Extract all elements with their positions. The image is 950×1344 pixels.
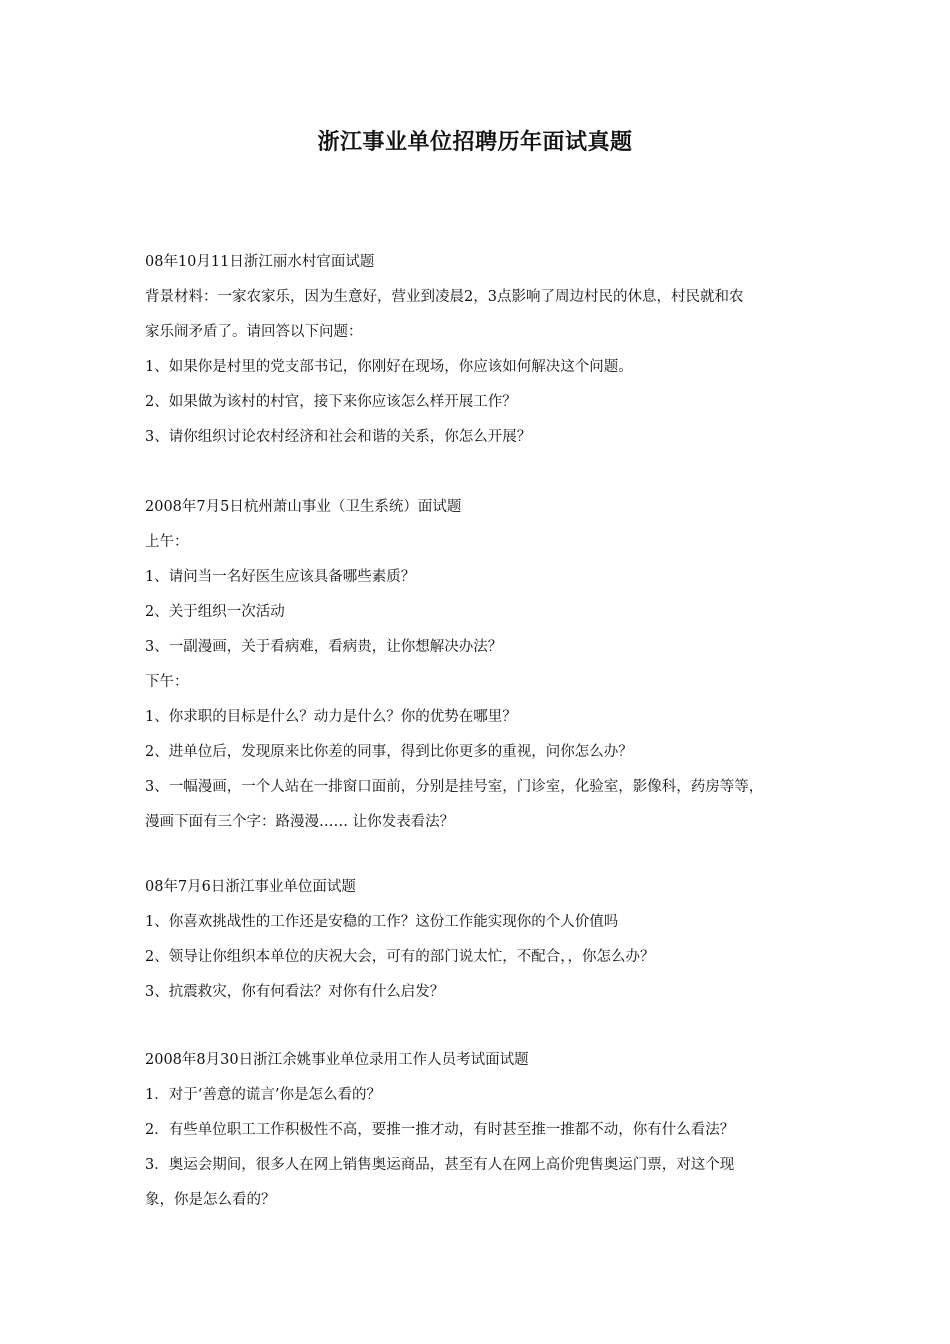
subheading-morning: 上午：	[145, 534, 189, 550]
document-title: 浙江事业单位招聘历年面试真题	[317, 129, 633, 155]
section-heading: 2008年8月30日浙江余姚事业单位录用工作人员考试面试题	[145, 1052, 529, 1068]
section-lishui	[145, 245, 813, 455]
section-heading: 08年7月6日浙江事业单位面试题	[145, 879, 356, 895]
question-line: 2、领导让你组织本单位的庆祝大会，可有的部门说太忙，不配合，，你怎么办？	[145, 949, 655, 965]
section-heading: 2008年7月5日杭州萧山事业（卫生系统）面试题	[145, 499, 462, 515]
question-line: 1、你求职的目标是什么？动力是什么？你的优势在哪里？	[145, 709, 517, 725]
question-line: 2、进单位后，发现原来比你差的同事，得到比你更多的重视，问你怎么办？	[145, 744, 633, 760]
question-line: 3、抗震救灾，你有何看法？对你有什么启发？	[145, 984, 445, 1000]
question-line: 3、请你组织讨论农村经济和社会和谐的关系，你怎么开展？	[145, 429, 532, 445]
section-heading: 08年10月11日浙江丽水村官面试题	[145, 254, 375, 270]
question-line: 3、一幅漫画，一个人站在一排窗口面前，分别是挂号室，门诊室，化验室，影像科，药房等等，	[145, 779, 764, 795]
subheading-afternoon: 下午：	[145, 674, 189, 690]
section-xiaoshan	[145, 490, 813, 840]
question-line: 1、你喜欢挑战性的工作还是安稳的工作？这份工作能实现你的个人价值吗	[145, 914, 619, 930]
paragraph-line: 背景材料：一家农家乐，因为生意好，营业到凌晨2，3点影响了周边村民的休息，村民就和农	[145, 289, 744, 305]
question-line: 象，你是怎么看的？	[145, 1192, 276, 1208]
section-yuyao	[145, 1043, 813, 1218]
paragraph-line: 家乐闹矛盾了。请回答以下问题：	[145, 324, 363, 340]
question-line: 1、如果你是村里的党支部书记，你刚好在现场，你应该如何解决这个问题。	[145, 359, 633, 375]
question-line: 2．有些单位职工工作积极性不高，要推一推才动，有时甚至推一推都不动，你有什么看法？	[145, 1122, 735, 1138]
question-line: 1．对于‘善意的谎言’你是怎么看的？	[145, 1087, 381, 1103]
question-line: 2、如果做为该村的村官，接下来你应该怎么样开展工作？	[145, 394, 517, 410]
question-line: 漫画下面有三个字：路漫漫…… 让你发表看法？	[145, 814, 455, 830]
question-line: 2、关于组织一次活动	[145, 604, 285, 620]
question-line: 3、一副漫画，关于看病难，看病贵，让你想解决办法？	[145, 639, 503, 655]
question-line: 1、请问当一名好医生应该具备哪些素质？	[145, 569, 416, 585]
section-zhejiang	[145, 870, 813, 1010]
question-line: 3．奥运会期间，很多人在网上销售奥运商品，甚至有人在网上高价兜售奥运门票，对这个现	[145, 1157, 735, 1173]
